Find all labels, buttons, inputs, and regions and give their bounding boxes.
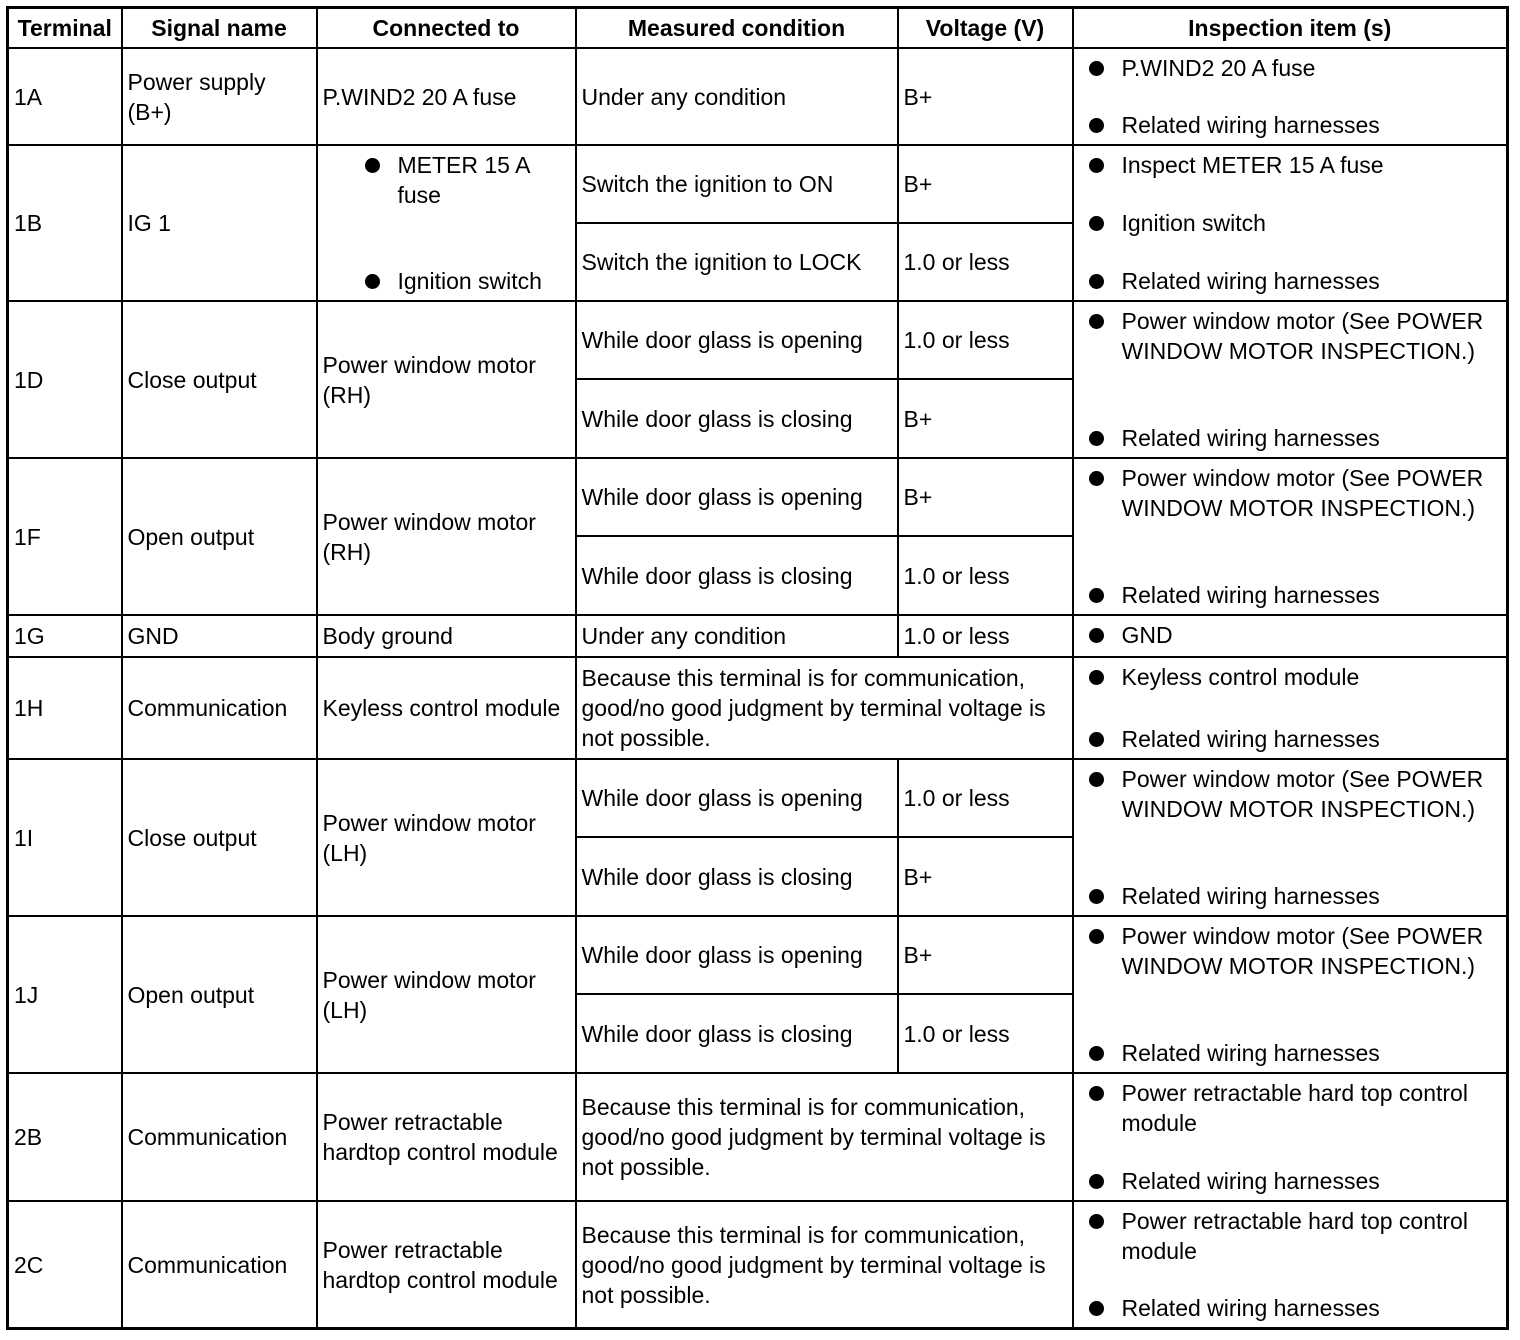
inspection-items-cell (1073, 48, 1508, 145)
voltage-cell: 1.0 or less (898, 759, 1073, 837)
inspection-items-cell (1073, 1073, 1508, 1201)
signal-name-cell: Communication (122, 1073, 317, 1201)
inspection-list (1122, 764, 1499, 911)
connected-to-cell: Keyless control module (317, 657, 576, 759)
header-inspection-items: Inspection item (s) (1073, 8, 1508, 49)
header-connected-to: Connected to (317, 8, 576, 49)
terminal-cell: 1G (8, 615, 122, 657)
connected-to-item: METER 15 A fuse (398, 150, 567, 210)
measured-condition-cell: While door glass is opening (576, 301, 898, 379)
measured-condition-cell: Because this terminal is for communication, good/no good judgment by terminal voltage is not possible. (576, 1073, 1073, 1201)
inspection-item: Keyless control module (1122, 662, 1499, 692)
inspection-item: Power window motor (See POWER WINDOW MOTOR INSPECTION.) (1122, 463, 1499, 523)
inspection-items-cell (1073, 145, 1508, 301)
table-row (8, 301, 1508, 379)
signal-name-cell: Open output (122, 458, 317, 615)
inspection-items-cell (1073, 1201, 1508, 1329)
inspection-list (1122, 620, 1499, 652)
signal-name-cell: Communication (122, 657, 317, 759)
table-row (8, 759, 1508, 837)
terminal-cell: 1H (8, 657, 122, 759)
connected-to-cell (317, 145, 576, 301)
table-row (8, 1201, 1508, 1329)
inspection-list (1122, 53, 1499, 140)
inspection-item: Related wiring harnesses (1122, 266, 1499, 296)
inspection-item: Related wiring harnesses (1122, 423, 1499, 453)
measured-condition-cell: Because this terminal is for communication, good/no good judgment by terminal voltage is not possible. (576, 657, 1073, 759)
measured-condition-cell: Under any condition (576, 48, 898, 145)
voltage-cell: B+ (898, 379, 1073, 458)
inspection-list (1122, 1078, 1499, 1196)
connected-to-cell: P.WIND2 20 A fuse (317, 48, 576, 145)
voltage-cell: B+ (898, 458, 1073, 536)
table-row (8, 1073, 1508, 1201)
connected-to-cell: Power window motor (RH) (317, 458, 576, 615)
inspection-item: Related wiring harnesses (1122, 1038, 1499, 1068)
table-row (8, 458, 1508, 536)
connected-to-list (398, 150, 567, 296)
inspection-items-cell (1073, 657, 1508, 759)
inspection-item: Ignition switch (1122, 208, 1499, 238)
inspection-list (1122, 921, 1499, 1068)
terminal-voltage-table (6, 6, 1509, 1330)
measured-condition-cell: Under any condition (576, 615, 898, 657)
inspection-item: Related wiring harnesses (1122, 1166, 1499, 1196)
measured-condition-cell: While door glass is opening (576, 759, 898, 837)
table-row (8, 615, 1508, 657)
inspection-item: GND (1122, 620, 1499, 650)
connected-to-item: Ignition switch (398, 266, 567, 296)
measured-condition-cell: While door glass is opening (576, 458, 898, 536)
inspection-items-cell (1073, 301, 1508, 458)
terminal-cell: 2B (8, 1073, 122, 1201)
voltage-cell: 1.0 or less (898, 615, 1073, 657)
inspection-item: Related wiring harnesses (1122, 110, 1499, 140)
inspection-item: Related wiring harnesses (1122, 724, 1499, 754)
header-signal-name: Signal name (122, 8, 317, 49)
signal-name-cell: IG 1 (122, 145, 317, 301)
inspection-list (1122, 463, 1499, 610)
connected-to-cell: Power window motor (RH) (317, 301, 576, 458)
voltage-cell: 1.0 or less (898, 994, 1073, 1073)
inspection-item: Related wiring harnesses (1122, 1293, 1499, 1323)
signal-name-cell: GND (122, 615, 317, 657)
inspection-item: Power retractable hard top control module (1122, 1078, 1499, 1138)
measured-condition-cell: While door glass is closing (576, 994, 898, 1073)
signal-name-cell: Power supply (B+) (122, 48, 317, 145)
voltage-cell: B+ (898, 145, 1073, 223)
inspection-item: Related wiring harnesses (1122, 580, 1499, 610)
inspection-item: Power window motor (See POWER WINDOW MOTOR INSPECTION.) (1122, 764, 1499, 824)
voltage-cell: 1.0 or less (898, 223, 1073, 301)
table-body (8, 48, 1508, 1329)
inspection-item: Power window motor (See POWER WINDOW MOTOR INSPECTION.) (1122, 306, 1499, 366)
inspection-list (1122, 150, 1499, 296)
voltage-cell: B+ (898, 916, 1073, 994)
terminal-cell: 1A (8, 48, 122, 145)
header-voltage: Voltage (V) (898, 8, 1073, 49)
table-header-row (8, 8, 1508, 49)
table-row (8, 48, 1508, 145)
connected-to-cell: Body ground (317, 615, 576, 657)
connected-to-cell: Power window motor (LH) (317, 916, 576, 1073)
inspection-list (1122, 662, 1499, 754)
measured-condition-cell: While door glass is closing (576, 837, 898, 916)
inspection-list (1122, 306, 1499, 453)
voltage-cell: B+ (898, 837, 1073, 916)
measured-condition-cell: Switch the ignition to LOCK (576, 223, 898, 301)
inspection-item: Related wiring harnesses (1122, 881, 1499, 911)
measured-condition-cell: While door glass is opening (576, 916, 898, 994)
inspection-list (1122, 1206, 1499, 1323)
voltage-cell: 1.0 or less (898, 536, 1073, 615)
table-row (8, 145, 1508, 223)
connected-to-cell: Power retractable hardtop control module (317, 1073, 576, 1201)
inspection-item: Power window motor (See POWER WINDOW MOTOR INSPECTION.) (1122, 921, 1499, 981)
terminal-cell: 1I (8, 759, 122, 916)
voltage-cell: B+ (898, 48, 1073, 145)
terminal-cell: 1B (8, 145, 122, 301)
voltage-cell: 1.0 or less (898, 301, 1073, 379)
signal-name-cell: Close output (122, 301, 317, 458)
inspection-items-cell (1073, 615, 1508, 657)
inspection-item: Inspect METER 15 A fuse (1122, 150, 1499, 180)
terminal-cell: 2C (8, 1201, 122, 1329)
measured-condition-cell: While door glass is closing (576, 536, 898, 615)
connected-to-cell: Power retractable hardtop control module (317, 1201, 576, 1329)
measured-condition-cell: Switch the ignition to ON (576, 145, 898, 223)
header-terminal: Terminal (8, 8, 122, 49)
inspection-items-cell (1073, 458, 1508, 615)
inspection-item: Power retractable hard top control module (1122, 1206, 1499, 1266)
signal-name-cell: Close output (122, 759, 317, 916)
signal-name-cell: Open output (122, 916, 317, 1073)
terminal-cell: 1D (8, 301, 122, 458)
connected-to-cell: Power window motor (LH) (317, 759, 576, 916)
inspection-items-cell (1073, 916, 1508, 1073)
header-measured-condition: Measured condition (576, 8, 898, 49)
inspection-items-cell (1073, 759, 1508, 916)
measured-condition-cell: While door glass is closing (576, 379, 898, 458)
terminal-cell: 1J (8, 916, 122, 1073)
inspection-item: P.WIND2 20 A fuse (1122, 53, 1499, 83)
terminal-cell: 1F (8, 458, 122, 615)
table-row (8, 916, 1508, 994)
measured-condition-cell: Because this terminal is for communication, good/no good judgment by terminal voltage is not possible. (576, 1201, 1073, 1329)
signal-name-cell: Communication (122, 1201, 317, 1329)
table-row (8, 657, 1508, 759)
